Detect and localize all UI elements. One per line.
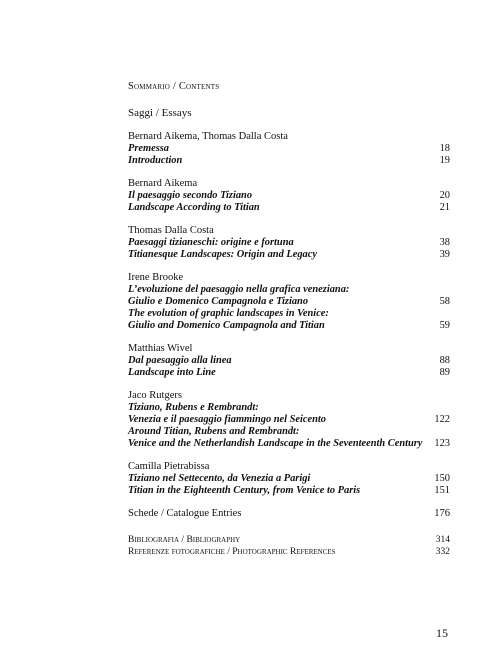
essay-title-row xyxy=(128,485,450,497)
essay-page-number: 151 xyxy=(434,485,450,496)
essay-page-number: 89 xyxy=(439,367,450,378)
essay-title: Venice and the Netherlandish Landscape in the Seventeenth Century xyxy=(128,438,423,449)
catalogue-entries-row xyxy=(128,508,450,520)
essay-title: Tiziano, Rubens e Rembrandt: xyxy=(128,402,259,413)
essay-entry xyxy=(128,225,450,261)
essay-entry xyxy=(128,390,450,450)
essays-section-label: Saggi / Essays xyxy=(128,107,192,119)
essay-title-row xyxy=(128,320,450,332)
essay-title: Tiziano nel Settecento, da Venezia a Parigi xyxy=(128,473,311,484)
bibliography-page: 314 xyxy=(435,535,450,545)
essay-page-number: 58 xyxy=(439,296,450,307)
essay-page-number: 19 xyxy=(439,155,450,166)
essay-title-row xyxy=(128,155,450,167)
essay-page-number: 59 xyxy=(439,320,450,331)
essay-title: Landscape into Line xyxy=(128,367,216,378)
essay-title: Premessa xyxy=(128,143,169,154)
essay-page-number: 21 xyxy=(439,202,450,213)
essay-title-row xyxy=(128,190,450,202)
essay-entry xyxy=(128,178,450,214)
page-number: 15 xyxy=(436,626,448,640)
essay-author: Thomas Dalla Costa xyxy=(128,225,214,236)
essay-page-number: 123 xyxy=(434,438,450,449)
essay-title-row xyxy=(128,438,450,450)
essay-title: Titianesque Landscapes: Origin and Legacy xyxy=(128,249,317,260)
essay-page-number: 20 xyxy=(439,190,450,201)
back-matter xyxy=(128,535,450,558)
essay-entries xyxy=(128,131,450,497)
essay-title: Landscape According to Titian xyxy=(128,202,260,213)
essay-title: Titian in the Eighteenth Century, from Venice to Paris xyxy=(128,485,361,496)
essay-page-number: 122 xyxy=(434,414,450,425)
essay-page-number: 38 xyxy=(439,237,450,248)
essay-title-row xyxy=(128,296,450,308)
essay-entry xyxy=(128,131,450,167)
essay-entry xyxy=(128,343,450,379)
essay-title-row xyxy=(128,426,450,438)
bibliography-title: Bibliografia / Bibliography xyxy=(128,535,241,545)
table-of-contents xyxy=(128,80,450,558)
essay-title: L’evoluzione del paesaggio nella grafica veneziana: xyxy=(128,284,350,295)
bibliography-row xyxy=(128,535,450,547)
essay-title: Venezia e il paesaggio fiammingo nel Seicento xyxy=(128,414,326,425)
essay-author: Bernard Aikema, Thomas Dalla Costa xyxy=(128,131,288,142)
essay-title-row xyxy=(128,237,450,249)
essay-title: Giulio and Domenico Campagnola and Titian xyxy=(128,320,325,331)
essay-title-row xyxy=(128,284,450,296)
essay-title-row xyxy=(128,355,450,367)
essay-title: Introduction xyxy=(128,155,183,166)
contents-heading: Sommario / Contents xyxy=(128,81,220,92)
photo-references-row xyxy=(128,547,450,559)
essay-title-row xyxy=(128,414,450,426)
essay-author: Camilla Pietrabissa xyxy=(128,461,210,472)
essay-page-number: 150 xyxy=(434,473,450,484)
essay-title-row xyxy=(128,202,450,214)
essay-title-row xyxy=(128,249,450,261)
essay-page-number: 18 xyxy=(439,143,450,154)
essay-page-number: 39 xyxy=(439,249,450,260)
essay-title-row xyxy=(128,473,450,485)
essay-entry xyxy=(128,272,450,332)
essay-title: Giulio e Domenico Campagnola e Tiziano xyxy=(128,296,309,307)
essay-author: Bernard Aikema xyxy=(128,178,198,189)
essay-title-row xyxy=(128,402,450,414)
essay-title: Dal paesaggio alla linea xyxy=(128,355,232,366)
essay-title: Around Titian, Rubens and Rembrandt: xyxy=(128,426,300,437)
essay-author: Matthias Wivel xyxy=(128,343,193,354)
essay-page-number: 88 xyxy=(439,355,450,366)
essay-author: Jaco Rutgers xyxy=(128,390,182,401)
essay-title-row xyxy=(128,308,450,320)
photo-references-page: 332 xyxy=(435,546,450,557)
essay-title: Il paesaggio secondo Tiziano xyxy=(128,190,253,201)
catalogue-entries-page: 176 xyxy=(434,508,450,519)
essay-title: The evolution of graphic landscapes in Venice: xyxy=(128,308,329,319)
essay-entry xyxy=(128,461,450,497)
essay-title: Paesaggi tizianeschi: origine e fortuna xyxy=(128,237,294,248)
essay-author: Irene Brooke xyxy=(128,272,184,283)
essay-title-row xyxy=(128,143,450,155)
catalogue-entries-title: Schede / Catalogue Entries xyxy=(128,508,242,519)
essay-title-row xyxy=(128,367,450,379)
photo-references-title: Referenze fotografiche / Photographic References xyxy=(128,546,336,557)
